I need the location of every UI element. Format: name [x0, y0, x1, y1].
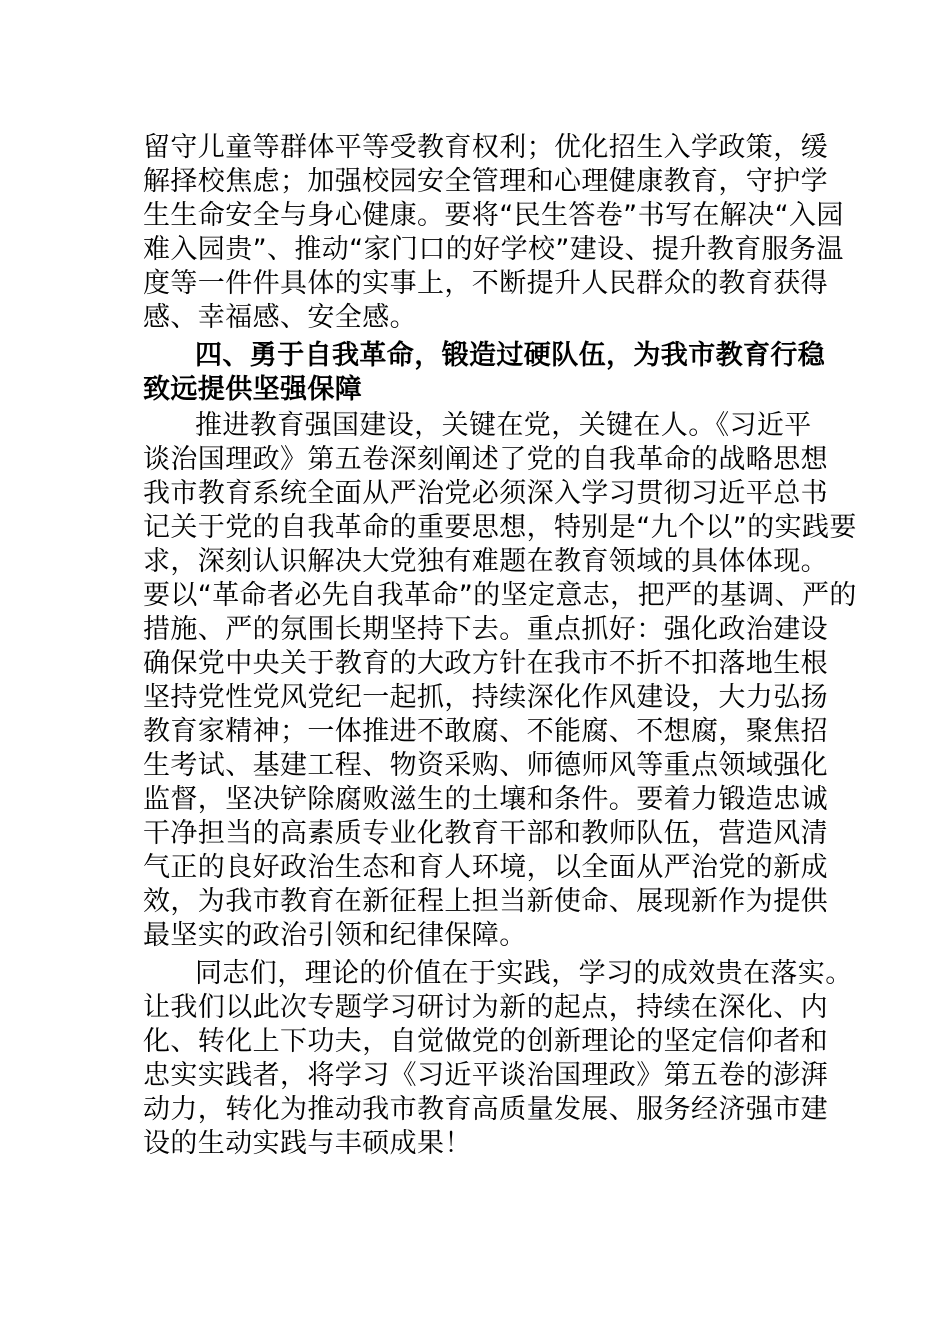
text-line: 我市教育系统全面从严治党必须深入学习贯彻习近平总书	[143, 478, 828, 509]
text-line: 难入园贵”、推动“家门口的好学校”建设、提升教育服务温	[143, 234, 844, 265]
section-heading: 致远提供坚强保障	[143, 374, 363, 405]
text-line: 气正的良好政治生态和育人环境，以全面从严治党的新成	[143, 852, 828, 883]
text-line: 留守儿童等群体平等受教育权利；优化招生入学政策，缓	[143, 132, 828, 163]
text-line: 要以“革命者必先自我革命”的坚定意志，把严的基调、严的	[143, 580, 857, 611]
text-line: 求，深刻认识解决大党独有难题在教育领域的具体体现。	[143, 546, 828, 577]
text-line: 教育家精神；一体推进不敢腐、不能腐、不想腐，聚焦招	[143, 716, 828, 747]
text-line: 让我们以此次专题学习研讨为新的起点，持续在深化、内	[143, 992, 828, 1023]
text-line: 生考试、基建工程、物资采购、师德师风等重点领域强化	[143, 750, 828, 781]
text-line: 化、转化上下功夫，自觉做党的创新理论的坚定信仰者和	[143, 1026, 828, 1057]
text-line: 设的生动实践与丰硕成果！	[143, 1128, 472, 1159]
text-line: 记关于党的自我革命的重要思想，特别是“九个以”的实践要	[143, 512, 857, 543]
section-heading: 四、勇于自我革命，锻造过硬队伍，为我市教育行稳	[195, 340, 826, 371]
text-line: 推进教育强国建设，关键在党，关键在人。《习近平	[195, 410, 812, 441]
text-line: 解择校焦虑；加强校园安全管理和心理健康教育，守护学	[143, 166, 828, 197]
text-line: 监督，坚决铲除腐败滋生的土壤和条件。要着力锻造忠诚	[143, 784, 828, 815]
text-line: 最坚实的政治引领和纪律保障。	[143, 920, 527, 951]
text-line: 效，为我市教育在新征程上担当新使命、展现新作为提供	[143, 886, 828, 917]
text-line: 措施、严的氛围长期坚持下去。重点抓好：强化政治建设	[143, 614, 828, 645]
text-line: 忠实实践者，将学习《习近平谈治国理政》第五卷的澎湃	[143, 1060, 828, 1091]
text-line: 度等一件件具体的实事上，不断提升人民群众的教育获得	[143, 268, 828, 299]
text-line: 同志们，理论的价值在于实践，学习的成效贵在落实。	[195, 958, 853, 989]
text-line: 确保党中央关于教育的大政方针在我市不折不扣落地生根	[143, 648, 828, 679]
text-line: 感、幸福感、安全感。	[143, 302, 417, 333]
text-line: 动力，转化为推动我市教育高质量发展、服务经济强市建	[143, 1094, 828, 1125]
text-line: 干净担当的高素质专业化教育干部和教师队伍，营造风清	[143, 818, 828, 849]
text-line: 谈治国理政》第五卷深刻阐述了党的自我革命的战略思想	[143, 444, 828, 475]
text-line: 坚持党性党风党纪一起抓，持续深化作风建设，大力弘扬	[143, 682, 828, 713]
text-line: 生生命安全与身心健康。要将“民生答卷”书写在解决“入园	[143, 200, 844, 231]
